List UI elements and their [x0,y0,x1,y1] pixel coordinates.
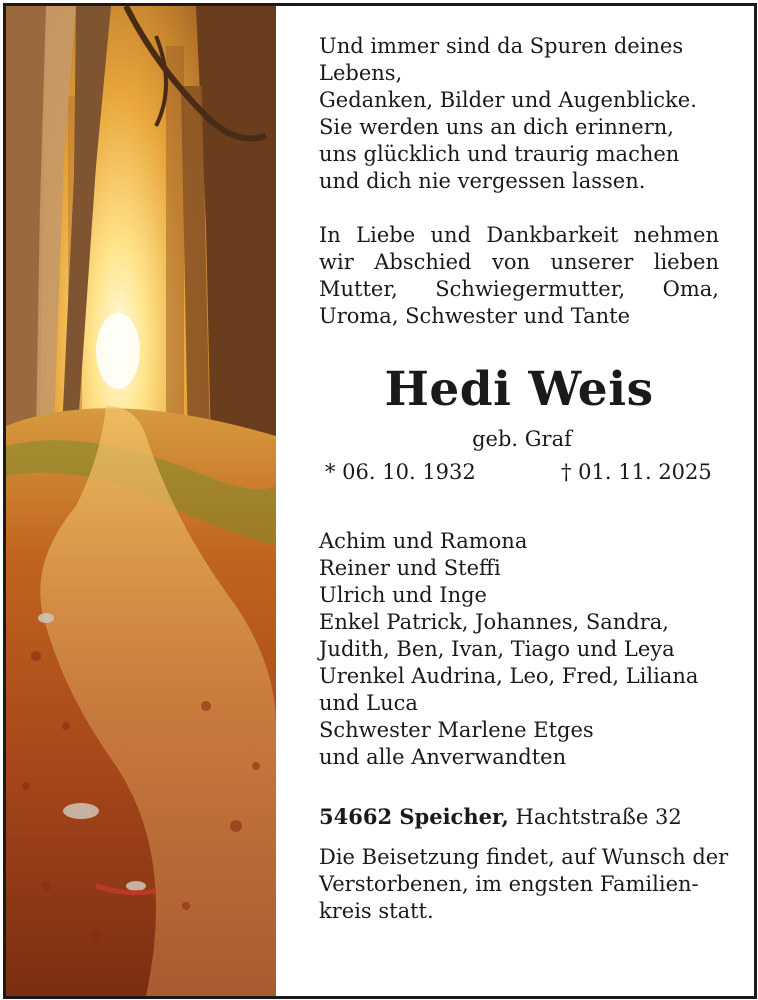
tree-trunk [166,46,184,426]
mourner-line: und Luca [319,691,418,715]
poem-line: uns glücklich und traurig machen [319,142,680,166]
mourner-line: Enkel Patrick, Johannes, Sandra, [319,610,669,634]
poem-line: Lebens, [319,61,403,85]
address [319,803,719,831]
mourner-line: Reiner und Steffi [319,556,501,580]
poem-line: Sie werden uns an dich erinnern, [319,115,674,139]
obituary-notice [3,3,757,999]
mourner-line: Judith, Ben, Ivan, Tiago und Leya [319,637,675,661]
mourner-line: Urenkel Audrina, Leo, Fred, Liliana [319,664,699,688]
intro-line: wir Abschied von unserer lieben [319,250,719,274]
mourner-line: Ulrich und Inge [319,583,487,607]
intro-line: Mutter, Schwiegermutter, Oma, [319,277,719,301]
intro-line: In Liebe und Dankbarkeit nehmen [319,223,719,247]
birth-date: * 06. 10. 1932 [325,460,476,484]
poem [319,33,719,195]
obituary-text [319,33,729,925]
mourner-line: Achim und Ramona [319,529,528,553]
burial-note [319,844,729,925]
note-line: Die Beisetzung findet, auf Wunsch der [319,845,729,869]
note-line: kreis statt. [319,899,434,923]
life-dates [319,459,719,486]
note-line: Verstorbenen, im engsten Familien- [319,872,699,896]
address-city: 54662 Speicher, [319,804,509,829]
mourner-line: und alle Anverwandten [319,745,567,769]
forest-path-image [6,6,276,996]
farewell-intro [319,222,719,330]
light-spot [96,313,140,389]
poem-line: Gedanken, Bilder und Augenblicke. [319,88,697,112]
mourners-list [319,528,719,771]
mourner-line: Schwester Marlene Etges [319,718,594,742]
deceased-name: Hedi Weis [384,362,654,417]
death-date: † 01. 11. 2025 [561,460,712,484]
intro-line: Uroma, Schwester und Tante [319,304,631,328]
poem-line: und dich nie vergessen lassen. [319,169,646,193]
forest-path-illustration [6,6,276,996]
address-street: Hachtstraße 32 [515,805,682,829]
poem-line: Und immer sind da Spuren deines [319,34,684,58]
maiden-name: geb. Graf [472,427,572,451]
